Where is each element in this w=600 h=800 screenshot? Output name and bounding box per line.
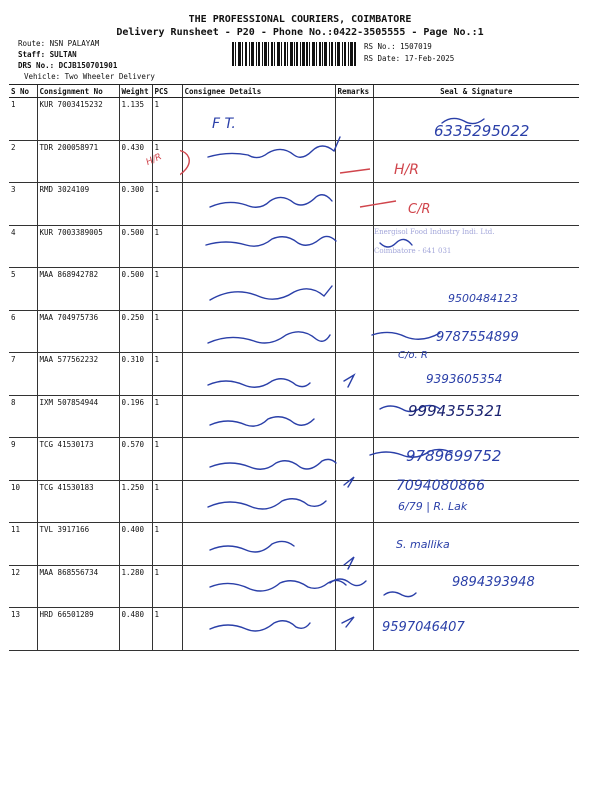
cell-pcs: 1 — [152, 565, 182, 608]
cell-pcs: 1 — [152, 480, 182, 523]
cell-sno: 9 — [9, 438, 37, 481]
cell-consignee — [182, 608, 335, 651]
cell-signature — [373, 438, 579, 481]
cell-signature — [373, 268, 579, 311]
handwritten-phone: 9500484123 — [448, 292, 518, 305]
barcode-icon — [232, 42, 356, 66]
handwritten-phone: 6335295022 — [434, 122, 530, 140]
cell-pcs: 1 — [152, 98, 182, 141]
cell-consignment: MAA 704975736 — [37, 310, 119, 353]
cell-weight: 0.430 — [119, 140, 152, 183]
cell-consignee — [182, 480, 335, 523]
cell-signature — [373, 565, 579, 608]
drs-label: DRS No.: DCJB150701901 — [18, 61, 118, 70]
company-stamp: Energisol Food Industry Indi. Ltd. Coimbatore - 641 031 — [374, 228, 495, 255]
cell-consignment: IXM 507854944 — [37, 395, 119, 438]
cell-weight: 0.570 — [119, 438, 152, 481]
cell-weight: 1.250 — [119, 480, 152, 523]
cell-remarks — [335, 225, 373, 268]
cell-signature — [373, 523, 579, 566]
cell-sno: 2 — [9, 140, 37, 183]
cell-signature — [373, 480, 579, 523]
runsheet-title: Delivery Runsheet - P20 - Phone No.:0422-3505555 - Page No.:1 — [116, 27, 484, 38]
cell-consignment: HRD 66501289 — [37, 608, 119, 651]
table-row — [9, 353, 579, 396]
rs-number: RS No.: 1507019 — [364, 42, 432, 51]
table-row — [9, 140, 579, 183]
handwritten-note: C/o. R — [398, 350, 428, 361]
col-signature: Seal & Signature — [373, 85, 579, 98]
cell-consignee — [182, 523, 335, 566]
cell-consignment: TCG 41530183 — [37, 480, 119, 523]
cell-remarks — [335, 183, 373, 226]
handwritten-phone: 9393605354 — [426, 372, 503, 386]
cell-consignee — [182, 140, 335, 183]
handwritten-phone: 7094080866 — [396, 478, 486, 494]
table-row — [9, 183, 579, 226]
table-row — [9, 480, 579, 523]
cell-remarks — [335, 310, 373, 353]
vehicle-label: Vehicle: Two Wheeler Delivery — [24, 72, 155, 81]
handwritten-phone: 9787554899 — [436, 330, 519, 345]
cell-consignee — [182, 268, 335, 311]
table-row — [9, 310, 579, 353]
staff-label: Staff: SULTAN — [18, 50, 77, 59]
cell-remarks — [335, 98, 373, 141]
cell-pcs: 1 — [152, 353, 182, 396]
rs-date: RS Date: 17-Feb-2025 — [364, 54, 455, 63]
cell-weight: 0.250 — [119, 310, 152, 353]
handwritten-phone: 9994355321 — [408, 402, 504, 420]
cell-sno: 3 — [9, 183, 37, 226]
cell-pcs: 1 — [152, 395, 182, 438]
cell-remarks — [335, 565, 373, 608]
cell-weight: 0.500 — [119, 225, 152, 268]
cell-weight: 0.196 — [119, 395, 152, 438]
table-row — [9, 395, 579, 438]
col-consignee: Consignee Details — [182, 85, 335, 98]
cell-consignment: TVL 3917166 — [37, 523, 119, 566]
cell-sno: 11 — [9, 523, 37, 566]
cell-pcs: 1 — [152, 608, 182, 651]
cell-weight: 0.500 — [119, 268, 152, 311]
cell-remarks — [335, 523, 373, 566]
table-row — [9, 98, 579, 141]
handwritten-phone: 9789699752 — [406, 447, 502, 465]
cell-consignment: MAA 868556734 — [37, 565, 119, 608]
cell-sno: 1 — [9, 98, 37, 141]
handwritten-consignee: F T. — [212, 116, 236, 132]
cell-weight: 0.480 — [119, 608, 152, 651]
cell-pcs: 1 — [152, 268, 182, 311]
col-remarks: Remarks — [335, 85, 373, 98]
cell-remarks — [335, 395, 373, 438]
cell-sno: 4 — [9, 225, 37, 268]
cell-remarks — [335, 438, 373, 481]
cell-pcs: 1 — [152, 310, 182, 353]
cell-pcs: 1 — [152, 523, 182, 566]
handwritten-remark: C/R — [408, 202, 431, 217]
cell-consignment: RMD 3024109 — [37, 183, 119, 226]
cell-signature — [373, 98, 579, 141]
handwritten-phone: 9894393948 — [452, 575, 535, 590]
cell-remarks — [335, 140, 373, 183]
cell-sno: 13 — [9, 608, 37, 651]
cell-consignment: TCG 41530173 — [37, 438, 119, 481]
table-row — [9, 523, 579, 566]
cell-weight: 0.310 — [119, 353, 152, 396]
cell-consignment: KUR 7003389005 — [37, 225, 119, 268]
cell-consignment: MAA 577562232 — [37, 353, 119, 396]
cell-pcs: 1 — [152, 140, 182, 183]
cell-consignee — [182, 183, 335, 226]
cell-sno: 10 — [9, 480, 37, 523]
cell-consignee — [182, 353, 335, 396]
cell-consignee — [182, 565, 335, 608]
col-pcs: PCS — [152, 85, 182, 98]
col-sno: S No — [9, 85, 37, 98]
cell-weight: 1.280 — [119, 565, 152, 608]
col-weight: Weight — [119, 85, 152, 98]
table-header-row — [9, 85, 579, 98]
cell-signature — [373, 183, 579, 226]
cell-pcs: 1 — [152, 438, 182, 481]
table-row — [9, 438, 579, 481]
cell-sno: 8 — [9, 395, 37, 438]
company-title: THE PROFESSIONAL COURIERS, COIMBATORE — [188, 14, 412, 25]
table-row — [9, 565, 579, 608]
runsheet-table — [9, 84, 579, 651]
cell-consignee — [182, 438, 335, 481]
cell-signature — [373, 140, 579, 183]
cell-sno: 12 — [9, 565, 37, 608]
cell-consignee — [182, 395, 335, 438]
route-label: Route: NSN PALAYAM — [18, 39, 100, 48]
table-row — [9, 608, 579, 651]
cell-signature — [373, 395, 579, 438]
cell-consignee — [182, 310, 335, 353]
cell-weight: 0.400 — [119, 523, 152, 566]
cell-sno: 7 — [9, 353, 37, 396]
cell-signature — [373, 608, 579, 651]
handwritten-note: 6/79 | R. Lak — [398, 500, 468, 513]
cell-consignee — [182, 225, 335, 268]
handwritten-note: S. mallika — [396, 538, 450, 551]
cell-remarks — [335, 608, 373, 651]
cell-consignment: MAA 868942782 — [37, 268, 119, 311]
cell-sno: 6 — [9, 310, 37, 353]
handwritten-remark: H/R — [144, 152, 164, 168]
cell-consignment: TDR 200058971 — [37, 140, 119, 183]
cell-remarks — [335, 480, 373, 523]
cell-weight: 0.300 — [119, 183, 152, 226]
cell-consignee — [182, 98, 335, 141]
cell-remarks — [335, 353, 373, 396]
cell-signature — [373, 310, 579, 353]
handwritten-phone: 9597046407 — [382, 620, 465, 635]
cell-pcs: 1 — [152, 183, 182, 226]
cell-sno: 5 — [9, 268, 37, 311]
col-consignment: Consignment No — [37, 85, 119, 98]
cell-pcs: 1 — [152, 225, 182, 268]
cell-weight: 1.135 — [119, 98, 152, 141]
cell-signature — [373, 353, 579, 396]
handwritten-remark: H/R — [394, 162, 419, 178]
cell-consignment: KUR 7003415232 — [37, 98, 119, 141]
table-row — [9, 268, 579, 311]
cell-remarks — [335, 268, 373, 311]
